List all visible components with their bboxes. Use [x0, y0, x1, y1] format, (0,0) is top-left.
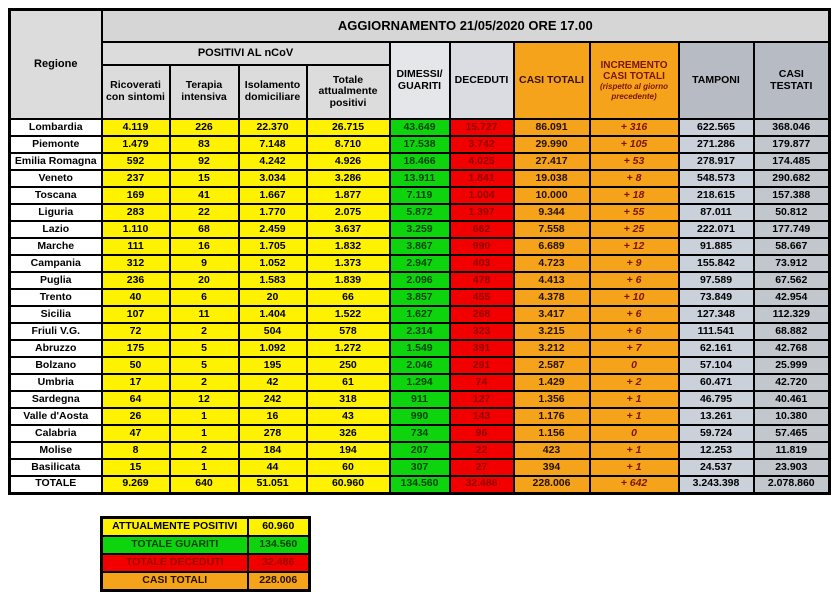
cell-isolamento: 51.051 [239, 476, 307, 493]
cell-region: Molise [10, 442, 102, 459]
table-row [10, 221, 830, 238]
legend-row [102, 554, 310, 572]
cell-dimessi-guariti: 13.911 [390, 170, 450, 187]
cell-casi-testati: 157.388 [754, 187, 830, 204]
header-terapia: Terapia intensiva [170, 65, 239, 119]
header-deceduti: DECEDUTI [450, 42, 514, 119]
table-row [10, 340, 830, 357]
cell-terapia: 1 [170, 425, 239, 442]
cell-totale-positivi: 43 [307, 408, 390, 425]
cell-ricoverati: 111 [102, 238, 170, 255]
cell-totale-positivi: 1.373 [307, 255, 390, 272]
cell-isolamento: 4.242 [239, 153, 307, 170]
cell-casi-totali: 9.344 [514, 204, 590, 221]
cell-incremento: + 53 [590, 153, 679, 170]
cell-dimessi-guariti: 734 [390, 425, 450, 442]
cell-tamponi: 24.537 [679, 459, 754, 476]
cell-casi-totali: 4.723 [514, 255, 590, 272]
header-casi-totali: CASI TOTALI [514, 42, 590, 119]
cell-incremento: + 10 [590, 289, 679, 306]
cell-casi-testati: 68.882 [754, 323, 830, 340]
cell-ricoverati: 107 [102, 306, 170, 323]
cell-dimessi-guariti: 207 [390, 442, 450, 459]
cell-dimessi-guariti: 2.314 [390, 323, 450, 340]
table-row [10, 170, 830, 187]
cell-ricoverati: 592 [102, 153, 170, 170]
cell-ricoverati: 237 [102, 170, 170, 187]
cell-casi-testati: 11.819 [754, 442, 830, 459]
cell-isolamento: 195 [239, 357, 307, 374]
legend-label: CASI TOTALI [102, 572, 248, 591]
table-row [10, 357, 830, 374]
cell-totale-positivi: 1.522 [307, 306, 390, 323]
table-row [10, 272, 830, 289]
cell-deceduti: 403 [450, 255, 514, 272]
cell-terapia: 226 [170, 119, 239, 136]
cell-isolamento: 1.770 [239, 204, 307, 221]
cell-terapia: 6 [170, 289, 239, 306]
cell-deceduti: 990 [450, 238, 514, 255]
cell-dimessi-guariti: 2.947 [390, 255, 450, 272]
cell-deceduti: 455 [450, 289, 514, 306]
cell-region: Basilicata [10, 459, 102, 476]
cell-casi-totali: 1.176 [514, 408, 590, 425]
cell-totale-positivi: 194 [307, 442, 390, 459]
cell-region: Trento [10, 289, 102, 306]
cell-ricoverati: 50 [102, 357, 170, 374]
cell-casi-testati: 177.749 [754, 221, 830, 238]
cell-ricoverati: 283 [102, 204, 170, 221]
cell-ricoverati: 8 [102, 442, 170, 459]
cell-terapia: 640 [170, 476, 239, 493]
cell-ricoverati: 40 [102, 289, 170, 306]
cell-region: Campania [10, 255, 102, 272]
cell-casi-testati: 42.954 [754, 289, 830, 306]
cell-casi-totali: 423 [514, 442, 590, 459]
cell-tamponi: 12.253 [679, 442, 754, 459]
cell-incremento: + 25 [590, 221, 679, 238]
cell-dimessi-guariti: 911 [390, 391, 450, 408]
cell-casi-totali: 228.006 [514, 476, 590, 493]
cell-tamponi: 60.471 [679, 374, 754, 391]
cell-dimessi-guariti: 3.259 [390, 221, 450, 238]
cell-ricoverati: 169 [102, 187, 170, 204]
cell-terapia: 2 [170, 323, 239, 340]
header-tamponi: TAMPONI [679, 42, 754, 119]
legend-value: 32.486 [248, 554, 310, 572]
cell-region: Liguria [10, 204, 102, 221]
cell-ricoverati: 312 [102, 255, 170, 272]
cell-deceduti: 662 [450, 221, 514, 238]
cell-incremento: + 6 [590, 323, 679, 340]
cell-totale-positivi: 1.832 [307, 238, 390, 255]
cell-dimessi-guariti: 17.538 [390, 136, 450, 153]
table-title: AGGIORNAMENTO 21/05/2020 ORE 17.00 [102, 10, 830, 43]
cell-terapia: 5 [170, 357, 239, 374]
cell-dimessi-guariti: 1.549 [390, 340, 450, 357]
cell-casi-testati: 179.877 [754, 136, 830, 153]
cell-region: Veneto [10, 170, 102, 187]
cell-casi-totali: 10.000 [514, 187, 590, 204]
cell-terapia: 16 [170, 238, 239, 255]
cell-region: Emilia Romagna [10, 153, 102, 170]
table-row [10, 289, 830, 306]
cell-dimessi-guariti: 1.627 [390, 306, 450, 323]
header-regione: Regione [10, 10, 102, 120]
cell-incremento: + 18 [590, 187, 679, 204]
cell-incremento: + 6 [590, 306, 679, 323]
cell-casi-totali: 29.990 [514, 136, 590, 153]
table-row [10, 391, 830, 408]
cell-casi-totali: 1.156 [514, 425, 590, 442]
cell-casi-testati: 40.461 [754, 391, 830, 408]
cell-ricoverati: 1.110 [102, 221, 170, 238]
cell-terapia: 92 [170, 153, 239, 170]
cell-dimessi-guariti: 43.649 [390, 119, 450, 136]
cell-dimessi-guariti: 307 [390, 459, 450, 476]
cell-deceduti: 478 [450, 272, 514, 289]
cell-tamponi: 73.849 [679, 289, 754, 306]
cell-totale-positivi: 4.926 [307, 153, 390, 170]
legend-label: ATTUALMENTE POSITIVI [102, 518, 248, 537]
table-row [10, 204, 830, 221]
cell-region: Puglia [10, 272, 102, 289]
cell-isolamento: 1.667 [239, 187, 307, 204]
cell-incremento: + 7 [590, 340, 679, 357]
cell-incremento: 0 [590, 357, 679, 374]
cell-deceduti: 27 [450, 459, 514, 476]
cell-tamponi: 222.071 [679, 221, 754, 238]
table-row [10, 136, 830, 153]
header-row-title [10, 10, 830, 43]
header-isolamento: Isolamento domiciliare [239, 65, 307, 119]
cell-isolamento: 22.370 [239, 119, 307, 136]
cell-terapia: 5 [170, 340, 239, 357]
cell-totale-positivi: 60.960 [307, 476, 390, 493]
cell-casi-totali: 3.215 [514, 323, 590, 340]
cell-dimessi-guariti: 18.466 [390, 153, 450, 170]
header-casi-testati: CASI TESTATI [754, 42, 830, 119]
table-row [10, 425, 830, 442]
cell-casi-testati: 2.078.860 [754, 476, 830, 493]
cell-casi-totali: 4.413 [514, 272, 590, 289]
cell-casi-totali: 86.091 [514, 119, 590, 136]
cell-terapia: 20 [170, 272, 239, 289]
cell-deceduti: 391 [450, 340, 514, 357]
cell-ricoverati: 9.269 [102, 476, 170, 493]
cell-terapia: 2 [170, 374, 239, 391]
cell-casi-totali: 4.378 [514, 289, 590, 306]
cell-tamponi: 111.541 [679, 323, 754, 340]
legend-row [102, 518, 310, 537]
table-row [10, 187, 830, 204]
cell-casi-testati: 174.485 [754, 153, 830, 170]
table-row [10, 238, 830, 255]
cell-totale-positivi: 61 [307, 374, 390, 391]
header-incremento [590, 42, 679, 119]
cell-incremento: + 642 [590, 476, 679, 493]
cell-incremento: + 1 [590, 442, 679, 459]
cell-region: Sardegna [10, 391, 102, 408]
cell-ricoverati: 72 [102, 323, 170, 340]
cell-totale-positivi: 3.286 [307, 170, 390, 187]
cell-incremento: + 6 [590, 272, 679, 289]
cell-incremento: + 55 [590, 204, 679, 221]
cell-deceduti: 127 [450, 391, 514, 408]
table-row [10, 459, 830, 476]
cell-totale-positivi: 318 [307, 391, 390, 408]
cell-region: Umbria [10, 374, 102, 391]
legend-table [100, 516, 311, 592]
cell-casi-testati: 73.912 [754, 255, 830, 272]
cell-tamponi: 155.842 [679, 255, 754, 272]
cell-dimessi-guariti: 3.867 [390, 238, 450, 255]
cell-dimessi-guariti: 2.096 [390, 272, 450, 289]
cell-totale-positivi: 8.710 [307, 136, 390, 153]
cell-incremento: + 2 [590, 374, 679, 391]
cell-tamponi: 87.011 [679, 204, 754, 221]
cell-isolamento: 1.052 [239, 255, 307, 272]
cell-terapia: 68 [170, 221, 239, 238]
table-row [10, 442, 830, 459]
cell-isolamento: 504 [239, 323, 307, 340]
cell-isolamento: 242 [239, 391, 307, 408]
cell-tamponi: 97.589 [679, 272, 754, 289]
cell-casi-totali: 6.689 [514, 238, 590, 255]
cell-ricoverati: 4.119 [102, 119, 170, 136]
cell-deceduti: 291 [450, 357, 514, 374]
cell-casi-totali: 1.356 [514, 391, 590, 408]
cell-incremento: + 1 [590, 408, 679, 425]
cell-region: Marche [10, 238, 102, 255]
cell-incremento: + 1 [590, 459, 679, 476]
cell-totale-positivi: 1.839 [307, 272, 390, 289]
cell-casi-testati: 23.903 [754, 459, 830, 476]
cell-tamponi: 278.917 [679, 153, 754, 170]
total-row [10, 476, 830, 493]
cell-deceduti: 1.841 [450, 170, 514, 187]
cell-tamponi: 13.261 [679, 408, 754, 425]
cell-totale-positivi: 250 [307, 357, 390, 374]
cell-terapia: 2 [170, 442, 239, 459]
cell-region: Valle d'Aosta [10, 408, 102, 425]
cell-casi-testati: 58.667 [754, 238, 830, 255]
header-positivi-group: POSITIVI AL nCoV [102, 42, 390, 65]
cell-terapia: 1 [170, 408, 239, 425]
cell-casi-testati: 290.682 [754, 170, 830, 187]
cell-tamponi: 3.243.398 [679, 476, 754, 493]
cell-casi-totali: 2.587 [514, 357, 590, 374]
cell-casi-testati: 42.720 [754, 374, 830, 391]
cell-ricoverati: 47 [102, 425, 170, 442]
cell-casi-testati: 50.812 [754, 204, 830, 221]
legend-label: TOTALE DECEDUTI [102, 554, 248, 572]
cell-dimessi-guariti: 3.857 [390, 289, 450, 306]
cell-tamponi: 218.615 [679, 187, 754, 204]
table-row [10, 119, 830, 136]
cell-region: Sicilia [10, 306, 102, 323]
legend-row [102, 572, 310, 591]
cell-region: Lombardia [10, 119, 102, 136]
cell-dimessi-guariti: 134.560 [390, 476, 450, 493]
cell-region: Abruzzo [10, 340, 102, 357]
cell-casi-totali: 1.429 [514, 374, 590, 391]
cell-casi-testati: 368.046 [754, 119, 830, 136]
cell-incremento: + 1 [590, 391, 679, 408]
cell-tamponi: 622.565 [679, 119, 754, 136]
cell-isolamento: 1.092 [239, 340, 307, 357]
cell-terapia: 12 [170, 391, 239, 408]
cell-terapia: 15 [170, 170, 239, 187]
table-row [10, 374, 830, 391]
cell-ricoverati: 236 [102, 272, 170, 289]
cell-casi-testati: 67.562 [754, 272, 830, 289]
cell-deceduti: 22 [450, 442, 514, 459]
table-row [10, 408, 830, 425]
cell-deceduti: 268 [450, 306, 514, 323]
cell-casi-totali: 3.417 [514, 306, 590, 323]
cell-tamponi: 271.286 [679, 136, 754, 153]
cell-deceduti: 4.025 [450, 153, 514, 170]
legend-body [102, 518, 310, 591]
cell-tamponi: 62.161 [679, 340, 754, 357]
cell-casi-totali: 394 [514, 459, 590, 476]
cell-tamponi: 46.795 [679, 391, 754, 408]
cell-isolamento: 1.583 [239, 272, 307, 289]
cell-region: Calabria [10, 425, 102, 442]
header-incremento-label: INCREMENTO CASI TOTALI [600, 60, 668, 83]
header-incremento-subtext: (rispetto al giorno precedente) [600, 82, 668, 101]
table-row [10, 323, 830, 340]
cell-incremento: 0 [590, 425, 679, 442]
cell-incremento: + 316 [590, 119, 679, 136]
table-row [10, 153, 830, 170]
cell-dimessi-guariti: 990 [390, 408, 450, 425]
cell-tamponi: 91.885 [679, 238, 754, 255]
cell-region: TOTALE [10, 476, 102, 493]
legend-value: 228.006 [248, 572, 310, 591]
cell-totale-positivi: 326 [307, 425, 390, 442]
legend-label: TOTALE GUARITI [102, 536, 248, 554]
header-totale-positivi: Totale attualmente positivi [307, 65, 390, 119]
cell-ricoverati: 175 [102, 340, 170, 357]
cell-isolamento: 44 [239, 459, 307, 476]
table-row [10, 255, 830, 272]
cell-ricoverati: 17 [102, 374, 170, 391]
cell-casi-testati: 57.465 [754, 425, 830, 442]
cell-dimessi-guariti: 5.872 [390, 204, 450, 221]
legend-row [102, 536, 310, 554]
table-row [10, 306, 830, 323]
cell-ricoverati: 15 [102, 459, 170, 476]
cell-deceduti: 96 [450, 425, 514, 442]
legend-value: 134.560 [248, 536, 310, 554]
cell-totale-positivi: 1.272 [307, 340, 390, 357]
cell-totale-positivi: 578 [307, 323, 390, 340]
cell-totale-positivi: 2.075 [307, 204, 390, 221]
cell-isolamento: 42 [239, 374, 307, 391]
cell-isolamento: 184 [239, 442, 307, 459]
cell-region: Piemonte [10, 136, 102, 153]
cell-region: Toscana [10, 187, 102, 204]
cell-region: Lazio [10, 221, 102, 238]
cell-terapia: 1 [170, 459, 239, 476]
header-ricoverati: Ricoverati con sintomi [102, 65, 170, 119]
covid-table [8, 8, 831, 495]
cell-totale-positivi: 26.715 [307, 119, 390, 136]
cell-incremento: + 12 [590, 238, 679, 255]
cell-dimessi-guariti: 2.046 [390, 357, 450, 374]
table-body [10, 119, 830, 493]
legend-value: 60.960 [248, 518, 310, 537]
cell-tamponi: 127.348 [679, 306, 754, 323]
cell-isolamento: 16 [239, 408, 307, 425]
cell-tamponi: 59.724 [679, 425, 754, 442]
cell-isolamento: 1.705 [239, 238, 307, 255]
cell-terapia: 22 [170, 204, 239, 221]
cell-deceduti: 1.397 [450, 204, 514, 221]
cell-totale-positivi: 3.637 [307, 221, 390, 238]
cell-region: Friuli V.G. [10, 323, 102, 340]
cell-terapia: 41 [170, 187, 239, 204]
cell-dimessi-guariti: 7.119 [390, 187, 450, 204]
header-row-groups [10, 42, 830, 65]
cell-casi-testati: 10.380 [754, 408, 830, 425]
cell-ricoverati: 26 [102, 408, 170, 425]
cell-ricoverati: 1.479 [102, 136, 170, 153]
cell-casi-testati: 42.768 [754, 340, 830, 357]
cell-isolamento: 7.148 [239, 136, 307, 153]
cell-deceduti: 323 [450, 323, 514, 340]
cell-isolamento: 3.034 [239, 170, 307, 187]
cell-tamponi: 57.104 [679, 357, 754, 374]
cell-deceduti: 1.004 [450, 187, 514, 204]
cell-deceduti: 143 [450, 408, 514, 425]
cell-totale-positivi: 1.877 [307, 187, 390, 204]
cell-isolamento: 2.459 [239, 221, 307, 238]
cell-deceduti: 3.742 [450, 136, 514, 153]
cell-isolamento: 1.404 [239, 306, 307, 323]
cell-ricoverati: 64 [102, 391, 170, 408]
cell-region: Bolzano [10, 357, 102, 374]
cell-deceduti: 32.486 [450, 476, 514, 493]
cell-casi-testati: 112.329 [754, 306, 830, 323]
cell-terapia: 9 [170, 255, 239, 272]
cell-isolamento: 20 [239, 289, 307, 306]
cell-deceduti: 74 [450, 374, 514, 391]
cell-incremento: + 9 [590, 255, 679, 272]
cell-terapia: 83 [170, 136, 239, 153]
cell-casi-totali: 7.558 [514, 221, 590, 238]
cell-totale-positivi: 60 [307, 459, 390, 476]
cell-isolamento: 278 [239, 425, 307, 442]
cell-totale-positivi: 66 [307, 289, 390, 306]
cell-incremento: + 105 [590, 136, 679, 153]
cell-casi-totali: 27.417 [514, 153, 590, 170]
cell-casi-testati: 25.999 [754, 357, 830, 374]
cell-dimessi-guariti: 1.294 [390, 374, 450, 391]
header-dimessi-guariti: DIMESSI/ GUARITI [390, 42, 450, 119]
cell-tamponi: 548.573 [679, 170, 754, 187]
cell-casi-totali: 3.212 [514, 340, 590, 357]
cell-terapia: 11 [170, 306, 239, 323]
cell-incremento: + 8 [590, 170, 679, 187]
cell-casi-totali: 19.038 [514, 170, 590, 187]
cell-deceduti: 15.727 [450, 119, 514, 136]
